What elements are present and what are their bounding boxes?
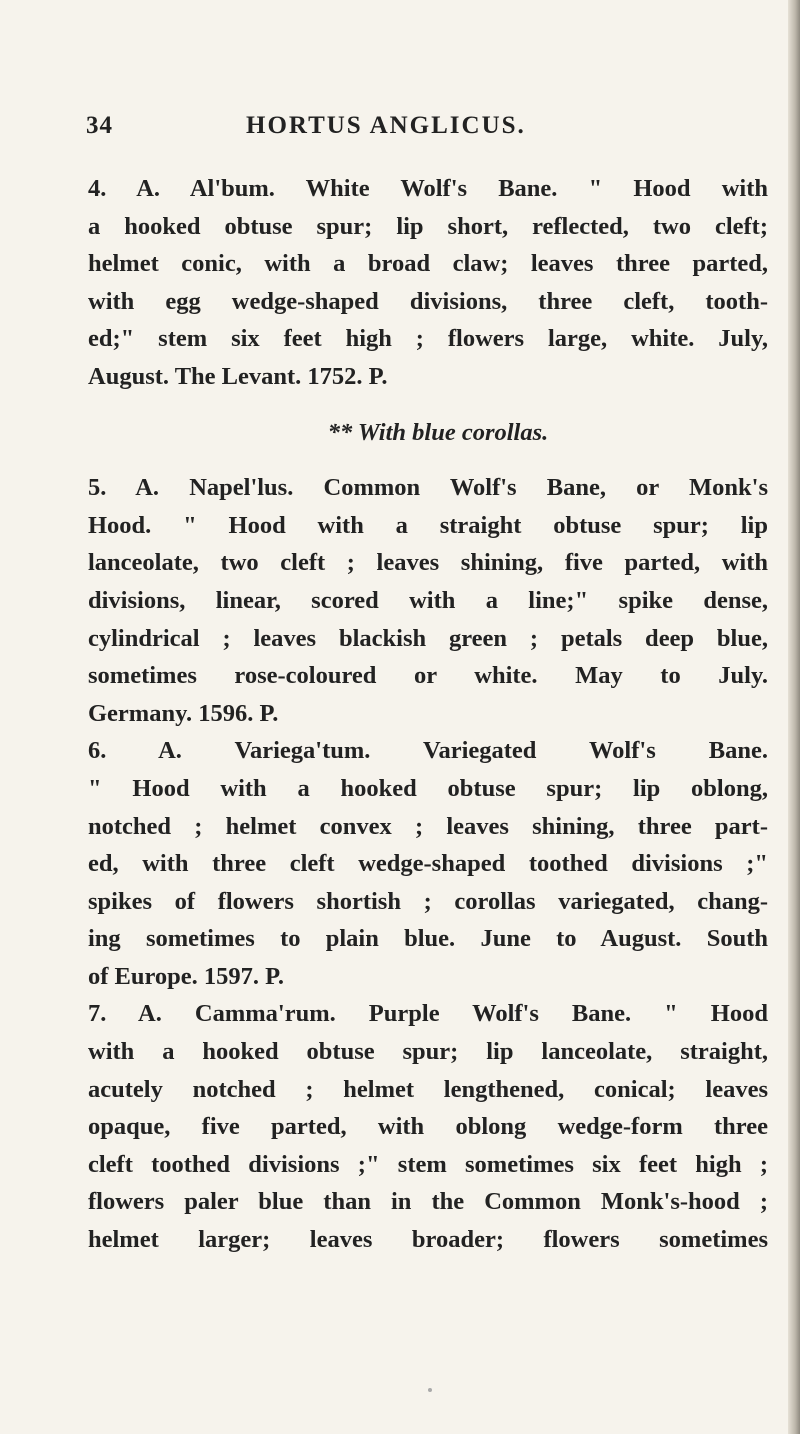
text-line: " Hood with a hooked obtuse spur; lip oblong,: [88, 774, 768, 802]
text-line: notched ; helmet convex ; leaves shining, three part-: [88, 812, 768, 840]
text-line: spikes of flowers shortish ; corollas variegated, chang-: [88, 887, 768, 915]
entry-variegatum: [88, 732, 768, 995]
text-line: helmet larger; leaves broader; flowers sometimes: [88, 1226, 768, 1254]
text-line: Hood. " Hood with a straight obtuse spur; lip: [88, 511, 768, 539]
text-line: with egg wedge-shaped divisions, three cleft, tooth-: [88, 287, 768, 315]
text-line: divisions, linear, scored with a line;" spike dense,: [88, 586, 768, 614]
text-line: ed, with three cleft wedge-shaped toothed divisions ;": [88, 850, 768, 878]
text-line: ing sometimes to plain blue. June to August. South: [88, 925, 768, 953]
text-line: 4. A. Al'bum. White Wolf's Bane. " Hood with: [88, 175, 768, 202]
text-line: 7. A. Camma'rum. Purple Wolf's Bane. " Hood: [88, 1000, 768, 1028]
section-heading: ** With blue corollas.: [327, 418, 549, 446]
entry-napellus: [88, 469, 768, 732]
text-line: 5. A. Napel'lus. Common Wolf's Bane, or Monk's: [88, 474, 768, 502]
text-line: helmet conic, with a broad claw; leaves three parted,: [88, 250, 768, 278]
text-line: of Europe. 1597. P.: [88, 962, 285, 990]
body-text: [88, 170, 768, 1259]
text-line: sometimes rose-coloured or white. May to July.: [88, 662, 768, 690]
text-line: acutely notched ; helmet lengthened, conical; leaves: [88, 1075, 768, 1103]
entry-cammarum: [88, 995, 768, 1258]
text-line: cleft toothed divisions ;" stem sometimes six feet high ;: [88, 1150, 768, 1178]
text-line: lanceolate, two cleft ; leaves shining, five parted, with: [88, 549, 768, 577]
text-line: August. The Levant. 1752. P.: [88, 362, 388, 390]
page-edge-shadow: [788, 0, 800, 1434]
paper-speck: [428, 1388, 432, 1392]
text-line: cylindrical ; leaves blackish green ; petals deep blue,: [88, 624, 768, 652]
running-head: [86, 112, 746, 146]
text-line: flowers paler blue than in the Common Monk's-hood ;: [88, 1188, 768, 1216]
text-line: opaque, five parted, with oblong wedge-form three: [88, 1113, 768, 1141]
page-number: 34: [86, 112, 113, 139]
text-line: ed;" stem six feet high ; flowers large, white. July,: [88, 325, 768, 353]
text-line: a hooked obtuse spur; lip short, reflected, two cleft;: [88, 212, 768, 240]
text-line: with a hooked obtuse spur; lip lanceolate, straight,: [88, 1038, 768, 1066]
text-line: 6. A. Variega'tum. Variegated Wolf's Bane.: [88, 737, 768, 765]
text-line: Germany. 1596. P.: [88, 699, 279, 727]
running-title: HORTUS ANGLICUS.: [246, 112, 526, 139]
entry-album: [88, 170, 768, 396]
